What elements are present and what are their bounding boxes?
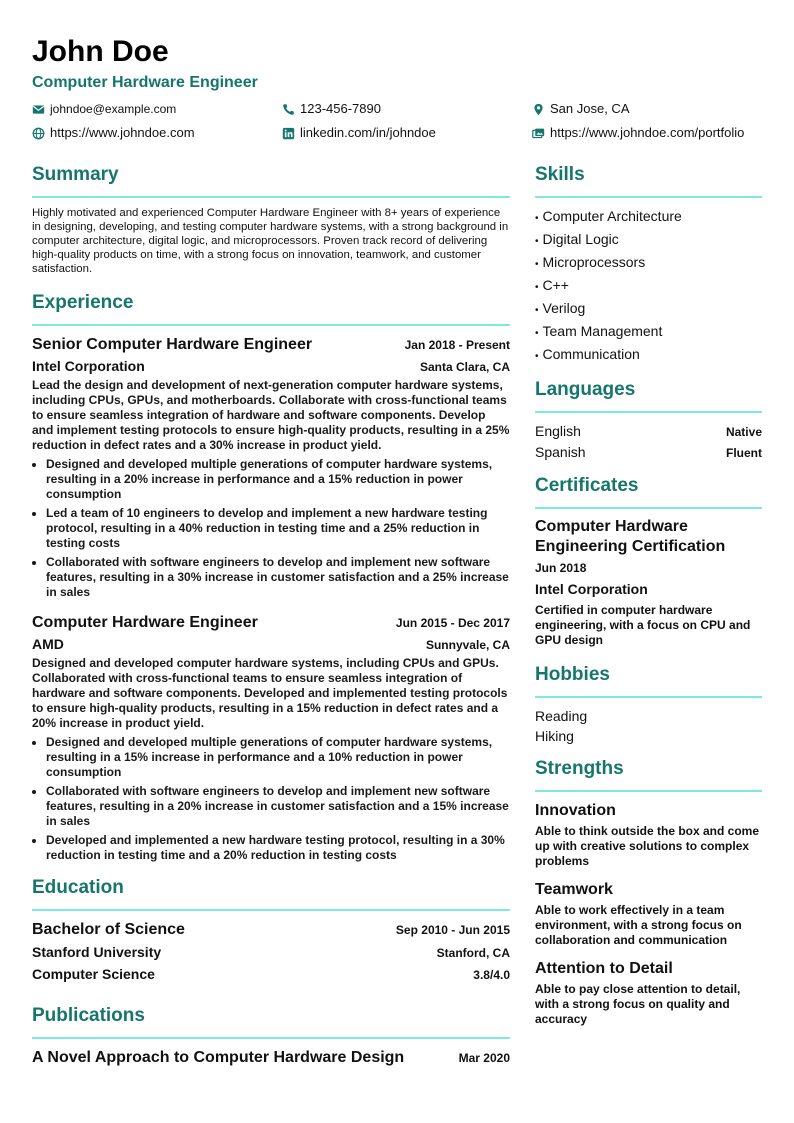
phone-icon xyxy=(282,103,295,116)
skill-item: • Digital Logic xyxy=(535,231,619,247)
school-location: Stanford, CA xyxy=(436,946,510,960)
contact-phone[interactable] xyxy=(282,100,532,118)
language-level: Fluent xyxy=(726,446,762,460)
skills-list xyxy=(535,206,762,367)
skill-item: • Verilog xyxy=(535,300,586,316)
strength-title: Attention to Detail xyxy=(535,960,673,977)
job-company: Intel Corporation xyxy=(32,358,145,374)
field-of-study: Computer Science xyxy=(32,966,155,982)
publications-heading: Publications xyxy=(32,1003,510,1039)
publication-date: Mar 2020 xyxy=(458,1051,510,1065)
job-title: Senior Computer Hardware Engineer xyxy=(32,336,313,353)
certificate-date: Jun 2018 xyxy=(535,561,587,575)
language-level: Native xyxy=(725,425,762,439)
job-description: Lead the design and development of next-generation computer hardware systems, including CPUs, GPUs, and motherboards. Collaborate with cross-functional teams to ensure seamless integration of hardware and software components. Develop and implement testing protocols to ensure high-quality products, resulting in a 25% reduction in defect rates and a 30% increase in product yield. xyxy=(32,378,510,452)
strength-item xyxy=(535,800,762,869)
contact-email-text: johndoe@example.com xyxy=(50,102,177,116)
job-location: Santa Clara, CA xyxy=(419,360,510,374)
certificate-description: Certified in computer hardware engineering, with a focus on CPU and GPU design xyxy=(535,603,751,647)
hobby-item: Hiking xyxy=(535,728,574,744)
school: Stanford University xyxy=(32,944,162,960)
job-dates: Jun 2015 - Dec 2017 xyxy=(395,616,510,630)
skill-item: • Communication xyxy=(535,346,640,362)
summary-section xyxy=(32,162,510,276)
skill-item: • Computer Architecture xyxy=(535,208,682,224)
job-achievements xyxy=(32,735,510,863)
summary-text: Highly motivated and experienced Computer Hardware Engineer with 8+ years of experience in designing, developing, and testing computer hardware systems, with a strong background in computer architecture, digital logic, and microprocessors. Proven track record of delivering high-quality products on time, with a strong focus on innovation, teamwork, and customer satisfaction. xyxy=(32,207,509,275)
achievement-item: • Designed and developed multiple generations of computer hardware systems, resulting in a 15% increase in performance and a 10% reduction in power consumption xyxy=(46,735,510,780)
experience-heading: Experience xyxy=(32,290,510,326)
skill-item: • Microprocessors xyxy=(535,254,646,270)
skills-heading: Skills xyxy=(535,162,762,198)
strength-description: Able to work effectively in a team environment, with a strong focus on collaboration and communication xyxy=(535,903,742,947)
contact-portfolio-text: https://www.johndoe.com/portfolio xyxy=(550,125,745,140)
right-column xyxy=(535,162,762,1079)
strengths-section xyxy=(535,756,762,1027)
experience-section xyxy=(32,290,510,863)
strength-description: Able to pay close attention to detail, with a strong focus on quality and accuracy xyxy=(535,982,741,1026)
strength-item xyxy=(535,958,762,1027)
location-pin-icon xyxy=(532,103,545,116)
languages-section xyxy=(535,377,762,463)
linkedin-icon xyxy=(282,127,295,140)
globe-icon xyxy=(32,127,45,140)
strength-description: Able to think outside the box and come up with creative solutions to complex problems xyxy=(535,824,760,868)
hobbies-section xyxy=(535,662,762,746)
contact-email[interactable] xyxy=(32,100,282,118)
publications-section xyxy=(32,1003,510,1069)
job-achievements xyxy=(32,457,510,600)
contact-website[interactable] xyxy=(32,124,282,142)
skill-item: • Team Management xyxy=(535,323,663,339)
envelope-icon xyxy=(32,103,45,116)
job-description: Designed and developed computer hardware systems, including CPUs and GPUs. Collaborated with cross-functional teams to ensure seamless integration of hardware and software components. Developed and implemented testing protocols to ensure high-quality products, resulting in a 15% reduction in defect rates and a 20% increase in product yield. xyxy=(32,656,508,730)
strength-title: Innovation xyxy=(535,802,616,819)
strengths-heading: Strengths xyxy=(535,756,762,792)
summary-heading: Summary xyxy=(32,162,510,198)
candidate-name: John Doe xyxy=(32,35,169,68)
contact-info xyxy=(32,100,762,142)
certificates-heading: Certificates xyxy=(535,473,762,509)
certificates-section xyxy=(535,473,762,648)
contact-location-text: San Jose, CA xyxy=(550,101,630,116)
education-heading: Education xyxy=(32,875,510,911)
degree: Bachelor of Science xyxy=(32,921,185,938)
contact-phone-text: 123-456-7890 xyxy=(300,101,381,116)
hobbies-heading: Hobbies xyxy=(535,662,762,698)
achievement-item: • Developed and implemented a new hardware testing protocol, resulting in a 30% reduction in testing time and a 20% reduction in testing costs xyxy=(46,833,510,863)
contact-location xyxy=(532,100,770,118)
portfolio-icon xyxy=(532,127,545,140)
candidate-title: Computer Hardware Engineer xyxy=(32,74,258,91)
achievement-item: • Designed and developed multiple generations of computer hardware systems, resulting in a 20% increase in performance and a 15% reduction in power consumption xyxy=(46,457,510,502)
left-column xyxy=(32,162,510,1079)
publication-title: A Novel Approach to Computer Hardware Design xyxy=(32,1049,405,1066)
language-name: English xyxy=(535,423,581,439)
language-item xyxy=(535,442,762,463)
skills-section xyxy=(535,162,762,367)
contact-portfolio[interactable] xyxy=(532,124,770,142)
education-section xyxy=(32,875,510,985)
contact-linkedin-text: linkedin.com/in/johndoe xyxy=(300,125,436,140)
strength-title: Teamwork xyxy=(535,881,613,898)
hobby-item: Reading xyxy=(535,708,588,724)
job-location: Sunnyvale, CA xyxy=(425,638,510,652)
job-company: AMD xyxy=(32,636,64,652)
achievement-item: • Collaborated with software engineers to develop and implement new software features, resulting in a 30% increase in customer satisfaction and a 25% increase in sales xyxy=(46,555,510,600)
experience-item xyxy=(32,334,510,600)
certificate-title: Computer Hardware Engineering Certification xyxy=(535,518,726,555)
achievement-item: • Led a team of 10 engineers to develop and implement a new hardware testing protocol, resulting in a 40% reduction in testing time and a 25% reduction in testing costs xyxy=(46,506,510,551)
language-name: Spanish xyxy=(535,444,586,460)
strength-item xyxy=(535,879,762,948)
languages-heading: Languages xyxy=(535,377,762,413)
contact-website-text: https://www.johndoe.com xyxy=(50,125,195,140)
language-item xyxy=(535,421,762,442)
job-title: Computer Hardware Engineer xyxy=(32,614,258,631)
experience-item xyxy=(32,612,510,863)
education-dates: Sep 2010 - Jun 2015 xyxy=(395,923,510,937)
skill-item: • C++ xyxy=(535,277,569,293)
contact-linkedin[interactable] xyxy=(282,124,532,142)
job-dates: Jan 2018 - Present xyxy=(404,338,510,352)
gpa: 3.8/4.0 xyxy=(473,968,510,982)
certificate-issuer: Intel Corporation xyxy=(535,581,648,597)
achievement-item: • Collaborated with software engineers to develop and implement new software features, resulting in a 20% increase in customer satisfaction and a 15% increase in sales xyxy=(46,784,510,829)
